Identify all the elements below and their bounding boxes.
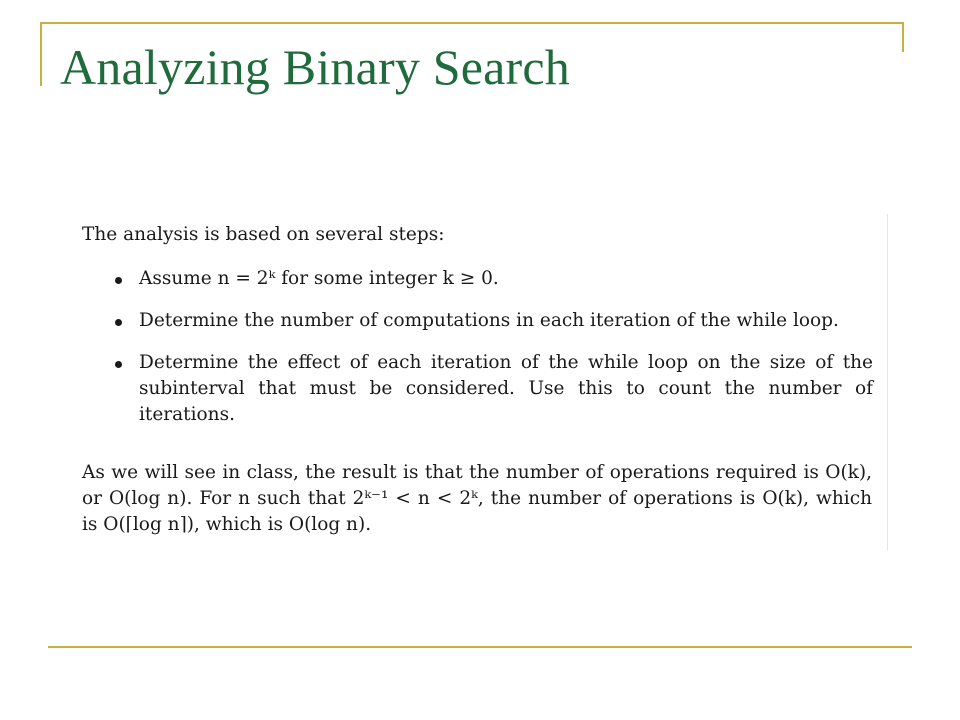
slide-title: Analyzing Binary Search xyxy=(60,39,570,95)
list-item xyxy=(113,266,873,292)
conclusion-paragraph: As we will see in class, the result is that the number of operations required is O(k), or O(log n). For n such that 2ᵏ⁻¹ < n < 2ᵏ, the number of operations is O(k), which is O(⌈log n⌉), which is O(log n). xyxy=(82,462,872,535)
list-item xyxy=(113,308,873,334)
intro-text: The analysis is based on several steps: xyxy=(82,224,445,245)
bullet-icon xyxy=(115,277,122,284)
top-left-rule-accent xyxy=(40,22,42,86)
bullet-text: Determine the effect of each iteration of the while loop on the size of the subinterval that must be considered. Use this to count the number of iterations. xyxy=(139,352,873,425)
top-right-rule-accent xyxy=(902,22,904,52)
top-decorative-rule xyxy=(40,22,904,24)
bottom-decorative-rule xyxy=(48,646,912,648)
bullet-icon xyxy=(115,319,122,326)
bullet-icon xyxy=(115,361,122,368)
list-item xyxy=(113,350,873,428)
content-text-image xyxy=(68,214,888,550)
bullet-text: Assume n = 2ᵏ for some integer k ≥ 0. xyxy=(139,268,499,289)
bullet-text: Determine the number of computations in each iteration of the while loop. xyxy=(139,310,839,331)
steps-list xyxy=(113,266,873,444)
